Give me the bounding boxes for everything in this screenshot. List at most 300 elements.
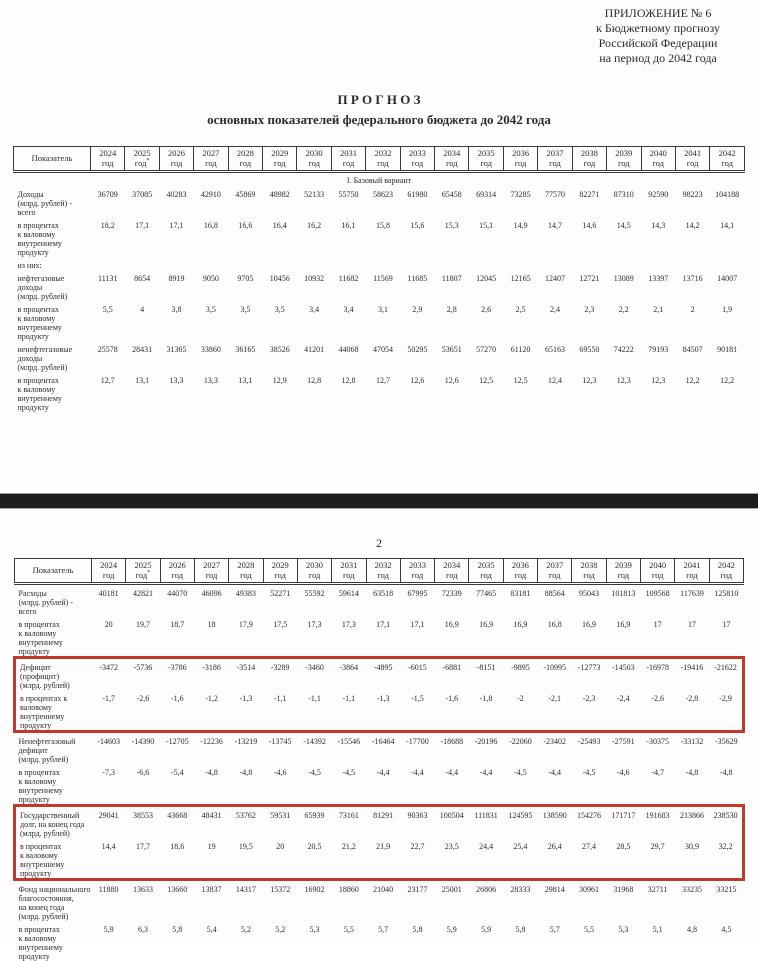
table-row xyxy=(14,270,745,301)
value-cell: 5,4 xyxy=(206,925,217,934)
value-cell: 18,2 xyxy=(100,221,115,230)
value-cell: 2,1 xyxy=(653,305,664,314)
header-year-2031: 2031 год xyxy=(331,147,365,172)
value-cell: -10995 xyxy=(538,658,572,691)
header-indicator: Показатель xyxy=(14,147,91,172)
value-cell: -35629 xyxy=(714,737,738,746)
value-cell: 33215 xyxy=(716,885,737,894)
value-cell: 4,8 xyxy=(686,925,697,934)
header-year-2029: 2029 год xyxy=(263,559,297,584)
value-cell: -19416 xyxy=(675,658,709,691)
row-label: в процентах к валовому внутреннему продукту xyxy=(18,620,63,656)
value-cell xyxy=(538,257,572,270)
value-cell: 17,1 xyxy=(410,620,425,629)
value-cell: 17,1 xyxy=(169,221,184,230)
header-year-2035: 2035 год xyxy=(469,147,503,172)
table-header-row xyxy=(14,147,745,172)
table-row xyxy=(14,372,745,412)
value-cell: 2,8 xyxy=(446,305,457,314)
value-cell: 21040 xyxy=(373,885,394,894)
value-cell: 5,8 xyxy=(172,925,183,934)
value-cell: 117639 xyxy=(680,589,704,598)
value-cell: 11685 xyxy=(407,274,428,283)
value-cell: 11880 xyxy=(98,885,119,894)
value-cell: 2,4 xyxy=(549,305,560,314)
value-cell: 73285 xyxy=(510,190,531,199)
header-year-2027: 2027 год xyxy=(194,147,228,172)
value-cell: 171717 xyxy=(606,806,640,839)
value-cell: 69314 xyxy=(476,190,497,199)
value-cell: -1,7 xyxy=(92,690,126,732)
header-year-2031: 2031 год xyxy=(332,559,366,584)
value-cell: 45869 xyxy=(235,190,256,199)
value-cell: -4,5 xyxy=(308,768,321,777)
table-row xyxy=(15,690,744,732)
value-cell: -14503 xyxy=(606,658,640,691)
value-cell: 52133 xyxy=(304,190,325,199)
value-cell: -4,6 xyxy=(273,768,287,777)
value-cell: 12,3 xyxy=(582,376,597,385)
value-cell: 11682 xyxy=(338,274,359,283)
value-cell: 87310 xyxy=(613,190,634,199)
row-label: в процентах к валовому внутреннему продукту xyxy=(17,305,62,341)
value-cell: 12,8 xyxy=(341,376,356,385)
value-cell: 4,5 xyxy=(721,925,732,934)
value-cell: 14,5 xyxy=(616,221,631,230)
value-cell: 21,2 xyxy=(332,838,366,880)
table-row xyxy=(15,838,744,880)
value-cell: -4,5 xyxy=(342,768,356,777)
value-cell: -4,4 xyxy=(376,768,390,777)
value-cell xyxy=(366,257,400,270)
header-year-2024: 2024 год xyxy=(92,559,126,584)
row-label: в процентах к валовому внутреннему продукту xyxy=(17,221,62,257)
value-cell: 12407 xyxy=(544,274,565,283)
value-cell: -13745 xyxy=(268,737,292,746)
value-cell: 17 xyxy=(653,620,662,629)
value-cell: 12,2 xyxy=(720,376,735,385)
value-cell: 12,7 xyxy=(100,376,115,385)
value-cell: 47054 xyxy=(372,345,393,354)
value-cell: 12,6 xyxy=(444,376,459,385)
row-label: Фонд национального благосостояния, на конец года (млрд. рублей) xyxy=(18,885,91,921)
value-cell: 17 xyxy=(687,620,696,629)
header-year-2036: 2036 год xyxy=(503,559,537,584)
value-cell: -5736 xyxy=(126,658,160,691)
header-year-2034: 2034 год xyxy=(435,559,469,584)
value-cell: 20 xyxy=(263,838,297,880)
header-year-2032: 2032 год xyxy=(366,147,400,172)
value-cell: 77570 xyxy=(544,190,565,199)
value-cell: 25,4 xyxy=(503,838,537,880)
value-cell: 41201 xyxy=(304,345,325,354)
value-cell xyxy=(572,257,606,270)
value-cell: 12,5 xyxy=(479,376,494,385)
header-year-2039: 2039 год xyxy=(607,147,641,172)
table-row xyxy=(15,732,744,765)
header-year-2026: 2026 год xyxy=(160,559,194,584)
value-cell: 21,9 xyxy=(366,838,400,880)
value-cell: -14603 xyxy=(97,737,120,746)
value-cell: 18 xyxy=(207,620,216,629)
value-cell: 13,1 xyxy=(135,376,150,385)
value-cell: -9895 xyxy=(503,658,537,691)
value-cell: 213866 xyxy=(675,806,709,839)
value-cell: -2 xyxy=(503,690,537,732)
appendix-line: ПРИЛОЖЕНИЕ № 6 xyxy=(604,6,712,20)
table-row xyxy=(15,584,744,617)
value-cell: 101813 xyxy=(611,589,636,598)
value-cell: 8919 xyxy=(168,274,185,283)
value-cell: 53651 xyxy=(441,345,462,354)
section-row xyxy=(14,172,745,187)
value-cell: 5,5 xyxy=(584,925,595,934)
value-cell: 17,1 xyxy=(376,620,391,629)
value-cell: 17,1 xyxy=(135,221,150,230)
value-cell: 12,5 xyxy=(513,376,528,385)
value-cell: 30,9 xyxy=(675,838,709,880)
value-cell: 84507 xyxy=(682,345,703,354)
value-cell: 16,2 xyxy=(307,221,322,230)
value-cell: 15372 xyxy=(270,885,291,894)
section-label: I. Базовый вариант xyxy=(346,176,412,185)
value-cell: 12,8 xyxy=(307,376,322,385)
value-cell: -4,7 xyxy=(651,768,664,777)
value-cell: 31365 xyxy=(166,345,187,354)
value-cell: 100504 xyxy=(435,806,469,839)
value-cell: 4 xyxy=(140,305,145,314)
value-cell: 5,5 xyxy=(343,925,354,934)
value-cell: -20196 xyxy=(474,737,498,746)
value-cell: -25493 xyxy=(577,737,601,746)
value-cell: 14,4 xyxy=(92,838,126,880)
value-cell: 16,4 xyxy=(272,221,287,230)
value-cell: 16,8 xyxy=(203,221,218,230)
header-year-2039: 2039 год xyxy=(606,559,640,584)
value-cell: 15,6 xyxy=(410,221,425,230)
value-cell: -18688 xyxy=(440,737,464,746)
header-year-2035: 2035 год xyxy=(469,559,503,584)
header-year-2040: 2040 год xyxy=(641,559,675,584)
value-cell: 3,5 xyxy=(240,305,251,314)
value-cell: 5,3 xyxy=(618,925,629,934)
value-cell: 17,3 xyxy=(307,620,322,629)
value-cell: -23402 xyxy=(543,737,567,746)
value-cell: 22,7 xyxy=(400,838,434,880)
value-cell: 61120 xyxy=(510,345,531,354)
table-row xyxy=(15,658,744,691)
value-cell: 8654 xyxy=(134,274,151,283)
value-cell: 65939 xyxy=(297,806,331,839)
value-cell: 72339 xyxy=(441,589,462,598)
value-cell: -1,3 xyxy=(229,690,263,732)
value-cell: 14,7 xyxy=(547,221,562,230)
value-cell: 16,9 xyxy=(582,620,597,629)
value-cell: -8151 xyxy=(469,658,503,691)
row-label: нефтегазовые доходы (млрд. рублей) xyxy=(17,274,68,301)
value-cell: -22060 xyxy=(509,737,532,746)
appendix-block xyxy=(596,6,720,66)
value-cell xyxy=(710,257,745,270)
value-cell xyxy=(297,257,331,270)
value-cell: 5,1 xyxy=(652,925,663,934)
value-cell: -4,5 xyxy=(582,768,596,777)
value-cell: 18,7 xyxy=(170,620,185,629)
value-cell xyxy=(400,257,434,270)
row-label: Доходы (млрд. рублей) - всего xyxy=(17,190,72,217)
value-cell: 63518 xyxy=(373,589,394,598)
value-cell: 82271 xyxy=(579,190,600,199)
value-cell: 5,9 xyxy=(481,925,492,934)
value-cell: -4,6 xyxy=(617,768,630,777)
header-year-2032: 2032 год xyxy=(366,559,400,584)
row-label: в процентах к валовому внутреннему продукту xyxy=(18,768,63,804)
row-label: Государственный долг, на конец года (млрд. рублей) xyxy=(15,806,92,839)
value-cell xyxy=(263,257,297,270)
value-cell: 13397 xyxy=(648,274,669,283)
value-cell: 65163 xyxy=(544,345,565,354)
value-cell: 16,6 xyxy=(238,221,253,230)
header-year-2026: 2026 год xyxy=(159,147,193,172)
value-cell: 73161 xyxy=(332,806,366,839)
value-cell xyxy=(91,257,125,270)
value-cell: 38526 xyxy=(269,345,290,354)
value-cell: 48982 xyxy=(269,190,290,199)
value-cell: -14390 xyxy=(131,737,155,746)
value-cell: 13837 xyxy=(201,885,222,894)
value-cell: 14317 xyxy=(235,885,256,894)
value-cell: 20 xyxy=(104,620,113,629)
page-separator-bar xyxy=(0,493,758,509)
value-cell xyxy=(435,257,469,270)
value-cell: 191683 xyxy=(641,806,675,839)
value-cell: -4,8 xyxy=(205,768,218,777)
value-cell: 74222 xyxy=(613,345,634,354)
value-cell: 36709 xyxy=(97,190,118,199)
value-cell: -4,8 xyxy=(719,768,733,777)
value-cell: 13089 xyxy=(613,274,634,283)
value-cell xyxy=(194,257,228,270)
value-cell: 5,2 xyxy=(275,925,286,934)
header-year-2041: 2041 год xyxy=(675,147,709,172)
header-year-2024: 2024 год xyxy=(91,147,125,172)
value-cell: 17,3 xyxy=(341,620,356,629)
value-cell: -4895 xyxy=(366,658,400,691)
value-cell: -16464 xyxy=(371,737,395,746)
value-cell: 49383 xyxy=(235,589,256,598)
value-cell: -2,8 xyxy=(675,690,709,732)
value-cell: 24,4 xyxy=(469,838,503,880)
header-year-2027: 2027 год xyxy=(194,559,228,584)
value-cell: 50295 xyxy=(407,345,428,354)
value-cell: -3514 xyxy=(229,658,263,691)
value-cell: 12,2 xyxy=(685,376,700,385)
table-row xyxy=(14,257,745,270)
value-cell: 12721 xyxy=(579,274,600,283)
value-cell: 31968 xyxy=(613,885,634,894)
appendix-line: на период до 2042 года xyxy=(599,51,717,65)
value-cell: 69550 xyxy=(579,345,600,354)
value-cell: 43668 xyxy=(160,806,194,839)
value-cell: 3,5 xyxy=(205,305,216,314)
value-cell: 90181 xyxy=(717,345,738,354)
value-cell: -12705 xyxy=(165,737,189,746)
value-cell: 42910 xyxy=(200,190,221,199)
value-cell: 124595 xyxy=(503,806,537,839)
table-row xyxy=(15,764,744,806)
header-indicator: Показатель xyxy=(15,559,92,584)
header-year-2036: 2036 год xyxy=(503,147,537,172)
forecast-table-page1 xyxy=(13,146,745,412)
value-cell: -1,2 xyxy=(194,690,228,732)
value-cell: 95043 xyxy=(579,589,600,598)
value-cell: 46096 xyxy=(201,589,222,598)
value-cell: 14,6 xyxy=(582,221,597,230)
value-cell: -4,8 xyxy=(685,768,699,777)
header-year-2042: 2042 год xyxy=(709,559,743,584)
value-cell: -1,5 xyxy=(400,690,434,732)
value-cell: 59614 xyxy=(338,589,359,598)
value-cell: 16,8 xyxy=(547,620,562,629)
value-cell: 53762 xyxy=(229,806,263,839)
value-cell: 16902 xyxy=(304,885,325,894)
value-cell: 17 xyxy=(722,620,731,629)
value-cell: 88564 xyxy=(544,589,565,598)
value-cell: 2,3 xyxy=(584,305,595,314)
value-cell: 5,9 xyxy=(103,925,114,934)
value-cell: 61980 xyxy=(407,190,428,199)
value-cell: -16978 xyxy=(641,658,675,691)
value-cell: 28431 xyxy=(132,345,153,354)
value-cell: 2,5 xyxy=(515,305,526,314)
value-cell: 15,8 xyxy=(375,221,390,230)
value-cell: 3,4 xyxy=(343,305,354,314)
value-cell: 16,9 xyxy=(513,620,528,629)
value-cell: 12,3 xyxy=(616,376,631,385)
value-cell: 19 xyxy=(194,838,228,880)
value-cell: 9050 xyxy=(202,274,219,283)
value-cell xyxy=(125,257,159,270)
value-cell: 90363 xyxy=(400,806,434,839)
header-year-2029: 2029 год xyxy=(263,147,297,172)
appendix-line: к Бюджетному прогнозу xyxy=(596,21,720,35)
value-cell: 6,3 xyxy=(137,925,148,934)
value-cell: 26,4 xyxy=(538,838,572,880)
table-row xyxy=(14,217,745,257)
value-cell: -4,4 xyxy=(479,768,493,777)
value-cell: -6881 xyxy=(435,658,469,691)
value-cell: 3,4 xyxy=(309,305,320,314)
value-cell: -3864 xyxy=(332,658,366,691)
value-cell: -1,1 xyxy=(297,690,331,732)
value-cell: 13633 xyxy=(132,885,153,894)
value-cell: 3,8 xyxy=(171,305,182,314)
value-cell: 2 xyxy=(690,305,695,314)
value-cell: 9705 xyxy=(237,274,254,283)
value-cell: -4,5 xyxy=(514,768,527,777)
value-cell: 5,9 xyxy=(446,925,457,934)
value-cell: 5,2 xyxy=(240,925,251,934)
value-cell: -4,4 xyxy=(411,768,424,777)
value-cell: -27591 xyxy=(612,737,635,746)
value-cell: 17,9 xyxy=(238,620,253,629)
value-cell: 25001 xyxy=(441,885,462,894)
value-cell: 57270 xyxy=(476,345,497,354)
value-cell: 13,1 xyxy=(238,376,253,385)
value-cell: 23177 xyxy=(407,885,428,894)
value-cell: -3186 xyxy=(194,658,228,691)
row-label: в процентах к валовому внутреннему продукту xyxy=(15,690,92,732)
value-cell: -12773 xyxy=(572,658,606,691)
header-year-2028: 2028 год xyxy=(229,559,263,584)
value-cell: 5,8 xyxy=(412,925,423,934)
value-cell: 32,2 xyxy=(709,838,743,880)
value-cell xyxy=(228,257,262,270)
value-cell: 104188 xyxy=(715,190,740,199)
value-cell: -2,9 xyxy=(709,690,743,732)
value-cell: 16,1 xyxy=(341,221,356,230)
value-cell: -15546 xyxy=(337,737,361,746)
value-cell: 14007 xyxy=(717,274,738,283)
value-cell: -6,6 xyxy=(136,768,150,777)
header-year-2037: 2037 год xyxy=(538,559,572,584)
value-cell: 27,4 xyxy=(572,838,606,880)
value-cell: 17,7 xyxy=(126,838,160,880)
value-cell: 16,9 xyxy=(616,620,631,629)
value-cell: -1,6 xyxy=(435,690,469,732)
value-cell: 55592 xyxy=(304,589,325,598)
value-cell: 33235 xyxy=(681,885,702,894)
value-cell: 5,8 xyxy=(515,925,526,934)
row-label: Ненефтегазовый дефицит (млрд. рублей) xyxy=(18,737,76,764)
value-cell: 15,1 xyxy=(479,221,494,230)
value-cell: -2,6 xyxy=(126,690,160,732)
value-cell xyxy=(607,257,641,270)
header-year-2033: 2033 год xyxy=(400,147,434,172)
value-cell: -6015 xyxy=(400,658,434,691)
value-cell: 2,6 xyxy=(481,305,492,314)
forecast-table-page2 xyxy=(13,558,745,961)
value-cell: 12,9 xyxy=(272,376,287,385)
row-label: из них: xyxy=(17,261,42,270)
value-cell: 19,7 xyxy=(135,620,150,629)
value-cell: -21622 xyxy=(709,658,743,691)
value-cell: 36165 xyxy=(235,345,256,354)
value-cell: 44070 xyxy=(167,589,188,598)
row-label: в процентах к валовому внутреннему продукту xyxy=(15,838,92,880)
value-cell: 13716 xyxy=(682,274,703,283)
value-cell: 12,6 xyxy=(410,376,425,385)
value-cell xyxy=(331,257,365,270)
header-year-2025: 2025 год* xyxy=(126,559,160,584)
header-year-2034: 2034 год xyxy=(435,147,469,172)
value-cell: 11807 xyxy=(441,274,462,283)
header-year-2030: 2030 год xyxy=(297,147,331,172)
value-cell: 15,3 xyxy=(444,221,459,230)
value-cell: 33860 xyxy=(200,345,221,354)
value-cell: 28333 xyxy=(510,885,531,894)
value-cell: 40283 xyxy=(166,190,187,199)
value-cell: -3289 xyxy=(263,658,297,691)
header-year-2038: 2038 год xyxy=(572,559,606,584)
value-cell: -4,8 xyxy=(239,768,253,777)
value-cell: -1,1 xyxy=(332,690,366,732)
row-label: Расходы (млрд. рублей) - всего xyxy=(18,589,73,616)
value-cell: 13,3 xyxy=(203,376,218,385)
header-year-2033: 2033 год xyxy=(400,559,434,584)
table-row xyxy=(14,186,745,217)
value-cell: -4,4 xyxy=(548,768,562,777)
